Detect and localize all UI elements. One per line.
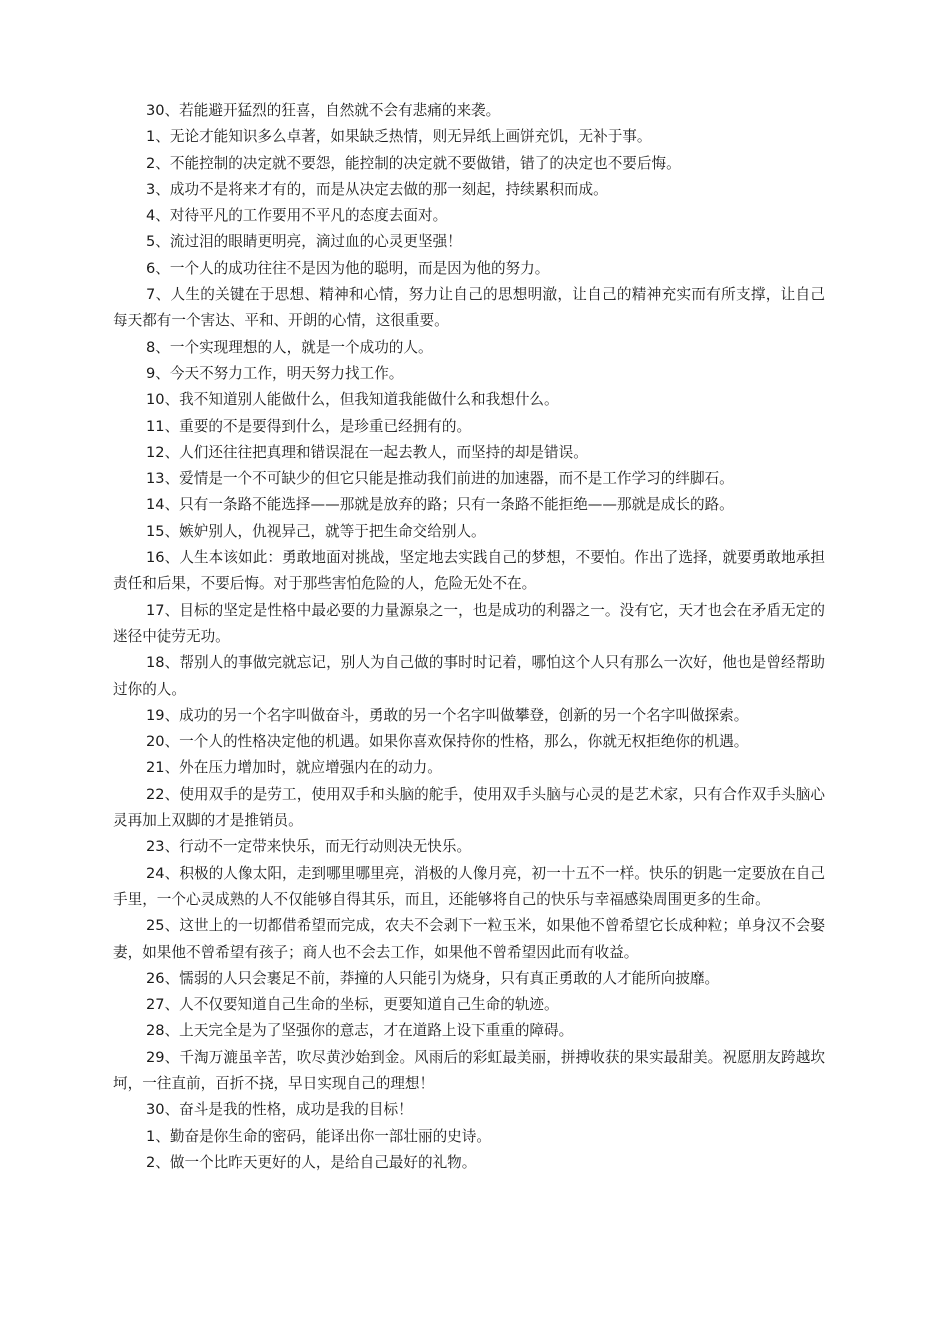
paragraph: 3、成功不是将来才有的，而是从决定去做的那一刻起，持续累积而成。 — [146, 180, 608, 198]
paragraph: 1、勤奋是你生命的密码，能译出你一部壮丽的史诗。 — [146, 1127, 491, 1145]
paragraph: 21、外在压力增加时，就应增强内在的动力。 — [146, 759, 442, 777]
paragraph: 16、人生本该如此：勇敢地面对挑战，坚定地去实践自己的梦想，不要怕。作出了选择，就要勇敢地承担责任和后果，不要后悔。对于那些害怕危险的人，危险无处不在。 — [113, 549, 825, 593]
paragraph: 4、对待平凡的工作要用不平凡的态度去面对。 — [146, 207, 448, 225]
paragraph: 30、奋斗是我的性格，成功是我的目标！ — [146, 1101, 413, 1119]
paragraph: 23、行动不一定带来快乐，而无行动则决无快乐。 — [146, 838, 472, 856]
paragraph: 2、做一个比昨天更好的人，是给自己最好的礼物。 — [146, 1153, 477, 1171]
paragraph: 8、一个实现理想的人，就是一个成功的人。 — [146, 338, 433, 356]
paragraph: 13、爱情是一个不可缺少的但它只能是推动我们前进的加速器，而不是工作学习的绊脚石。 — [146, 470, 734, 488]
paragraph: 14、只有一条路不能选择——那就是放弃的路；只有一条路不能拒绝——那就是成长的路。 — [146, 496, 734, 514]
paragraph: 5、流过泪的眼睛更明亮，滴过血的心灵更坚强！ — [146, 233, 462, 251]
paragraph: 9、今天不努力工作，明天努力找工作。 — [146, 364, 404, 382]
paragraph: 29、千淘万漉虽辛苦，吹尽黄沙始到金。风雨后的彩虹最美丽，拼搏收获的果实最甜美。祝愿朋友跨越坎坷，一往直前，百折不挠，早日实现自己的理想！ — [113, 1048, 825, 1092]
paragraph: 7、人生的关键在于思想、精神和心情，努力让自己的思想明澈，让自己的精神充实而有所支撑，让自己每天都有一个害达、平和、开朗的心情，这很重要。 — [113, 286, 825, 330]
paragraph: 6、一个人的成功往往不是因为他的聪明，而是因为他的努力。 — [146, 259, 550, 277]
paragraph: 12、人们还往往把真理和错误混在一起去教人，而坚持的却是错误。 — [146, 443, 588, 461]
paragraph: 27、人不仅要知道自己生命的坐标，更要知道自己生命的轨迹。 — [146, 996, 559, 1014]
paragraph: 2、不能控制的决定就不要怨，能控制的决定就不要做错，错了的决定也不要后悔。 — [146, 154, 681, 172]
paragraph: 11、重要的不是要得到什么，是珍重已经拥有的。 — [146, 417, 472, 435]
paragraph: 25、这世上的一切都借希望而完成，农夫不会剥下一粒玉米，如果他不曾希望它长成种粒；单身汉不会娶妻，如果他不曾希望有孩子；商人也不会去工作，如果他不曾希望因此而有收益。 — [113, 917, 825, 961]
paragraph: 19、成功的另一个名字叫做奋斗，勇敢的另一个名字叫做攀登，创新的另一个名字叫做探索。 — [146, 706, 749, 724]
paragraph: 28、上天完全是为了坚强你的意志，才在道路上设下重重的障碍。 — [146, 1022, 574, 1040]
paragraph: 20、一个人的性格决定他的机遇。如果你喜欢保持你的性格，那么，你就无权拒绝你的机遇。 — [146, 733, 749, 751]
paragraph: 17、目标的坚定是性格中最必要的力量源泉之一，也是成功的利器之一。没有它，天才也会在矛盾无定的迷径中徒劳无功。 — [113, 601, 825, 645]
paragraph: 30、若能避开猛烈的狂喜，自然就不会有悲痛的来袭。 — [146, 102, 501, 119]
paragraph: 10、我不知道别人能做什么，但我知道我能做什么和我想什么。 — [146, 391, 559, 409]
paragraph: 24、积极的人像太阳，走到哪里哪里亮，消极的人像月亮，初一十五不一样。快乐的钥匙一定要放在自己手里，一个心灵成熟的人不仅能够自得其乐，而且，还能够将自己的快乐与幸福感染周围更多的生命。 — [113, 864, 825, 908]
paragraph: 22、使用双手的是劳工，使用双手和头脑的舵手，使用双手头脑与心灵的是艺术家，只有合作双手头脑心灵再加上双脚的才是推销员。 — [113, 785, 825, 830]
paragraph: 15、嫉妒别人，仇视异己，就等于把生命交给别人。 — [146, 522, 486, 540]
paragraph: 1、无论才能知识多么卓著，如果缺乏热情，则无异纸上画饼充饥，无补于事。 — [146, 128, 652, 146]
paragraph: 18、帮别人的事做完就忘记，别人为自己做的事时时记着，哪怕这个人只有那么一次好，他也是曾经帮助过你的人。 — [113, 654, 825, 698]
document-body — [113, 98, 825, 1176]
paragraph: 26、懦弱的人只会裹足不前，莽撞的人只能引为烧身，只有真正勇敢的人才能所向披靡。 — [146, 969, 720, 987]
